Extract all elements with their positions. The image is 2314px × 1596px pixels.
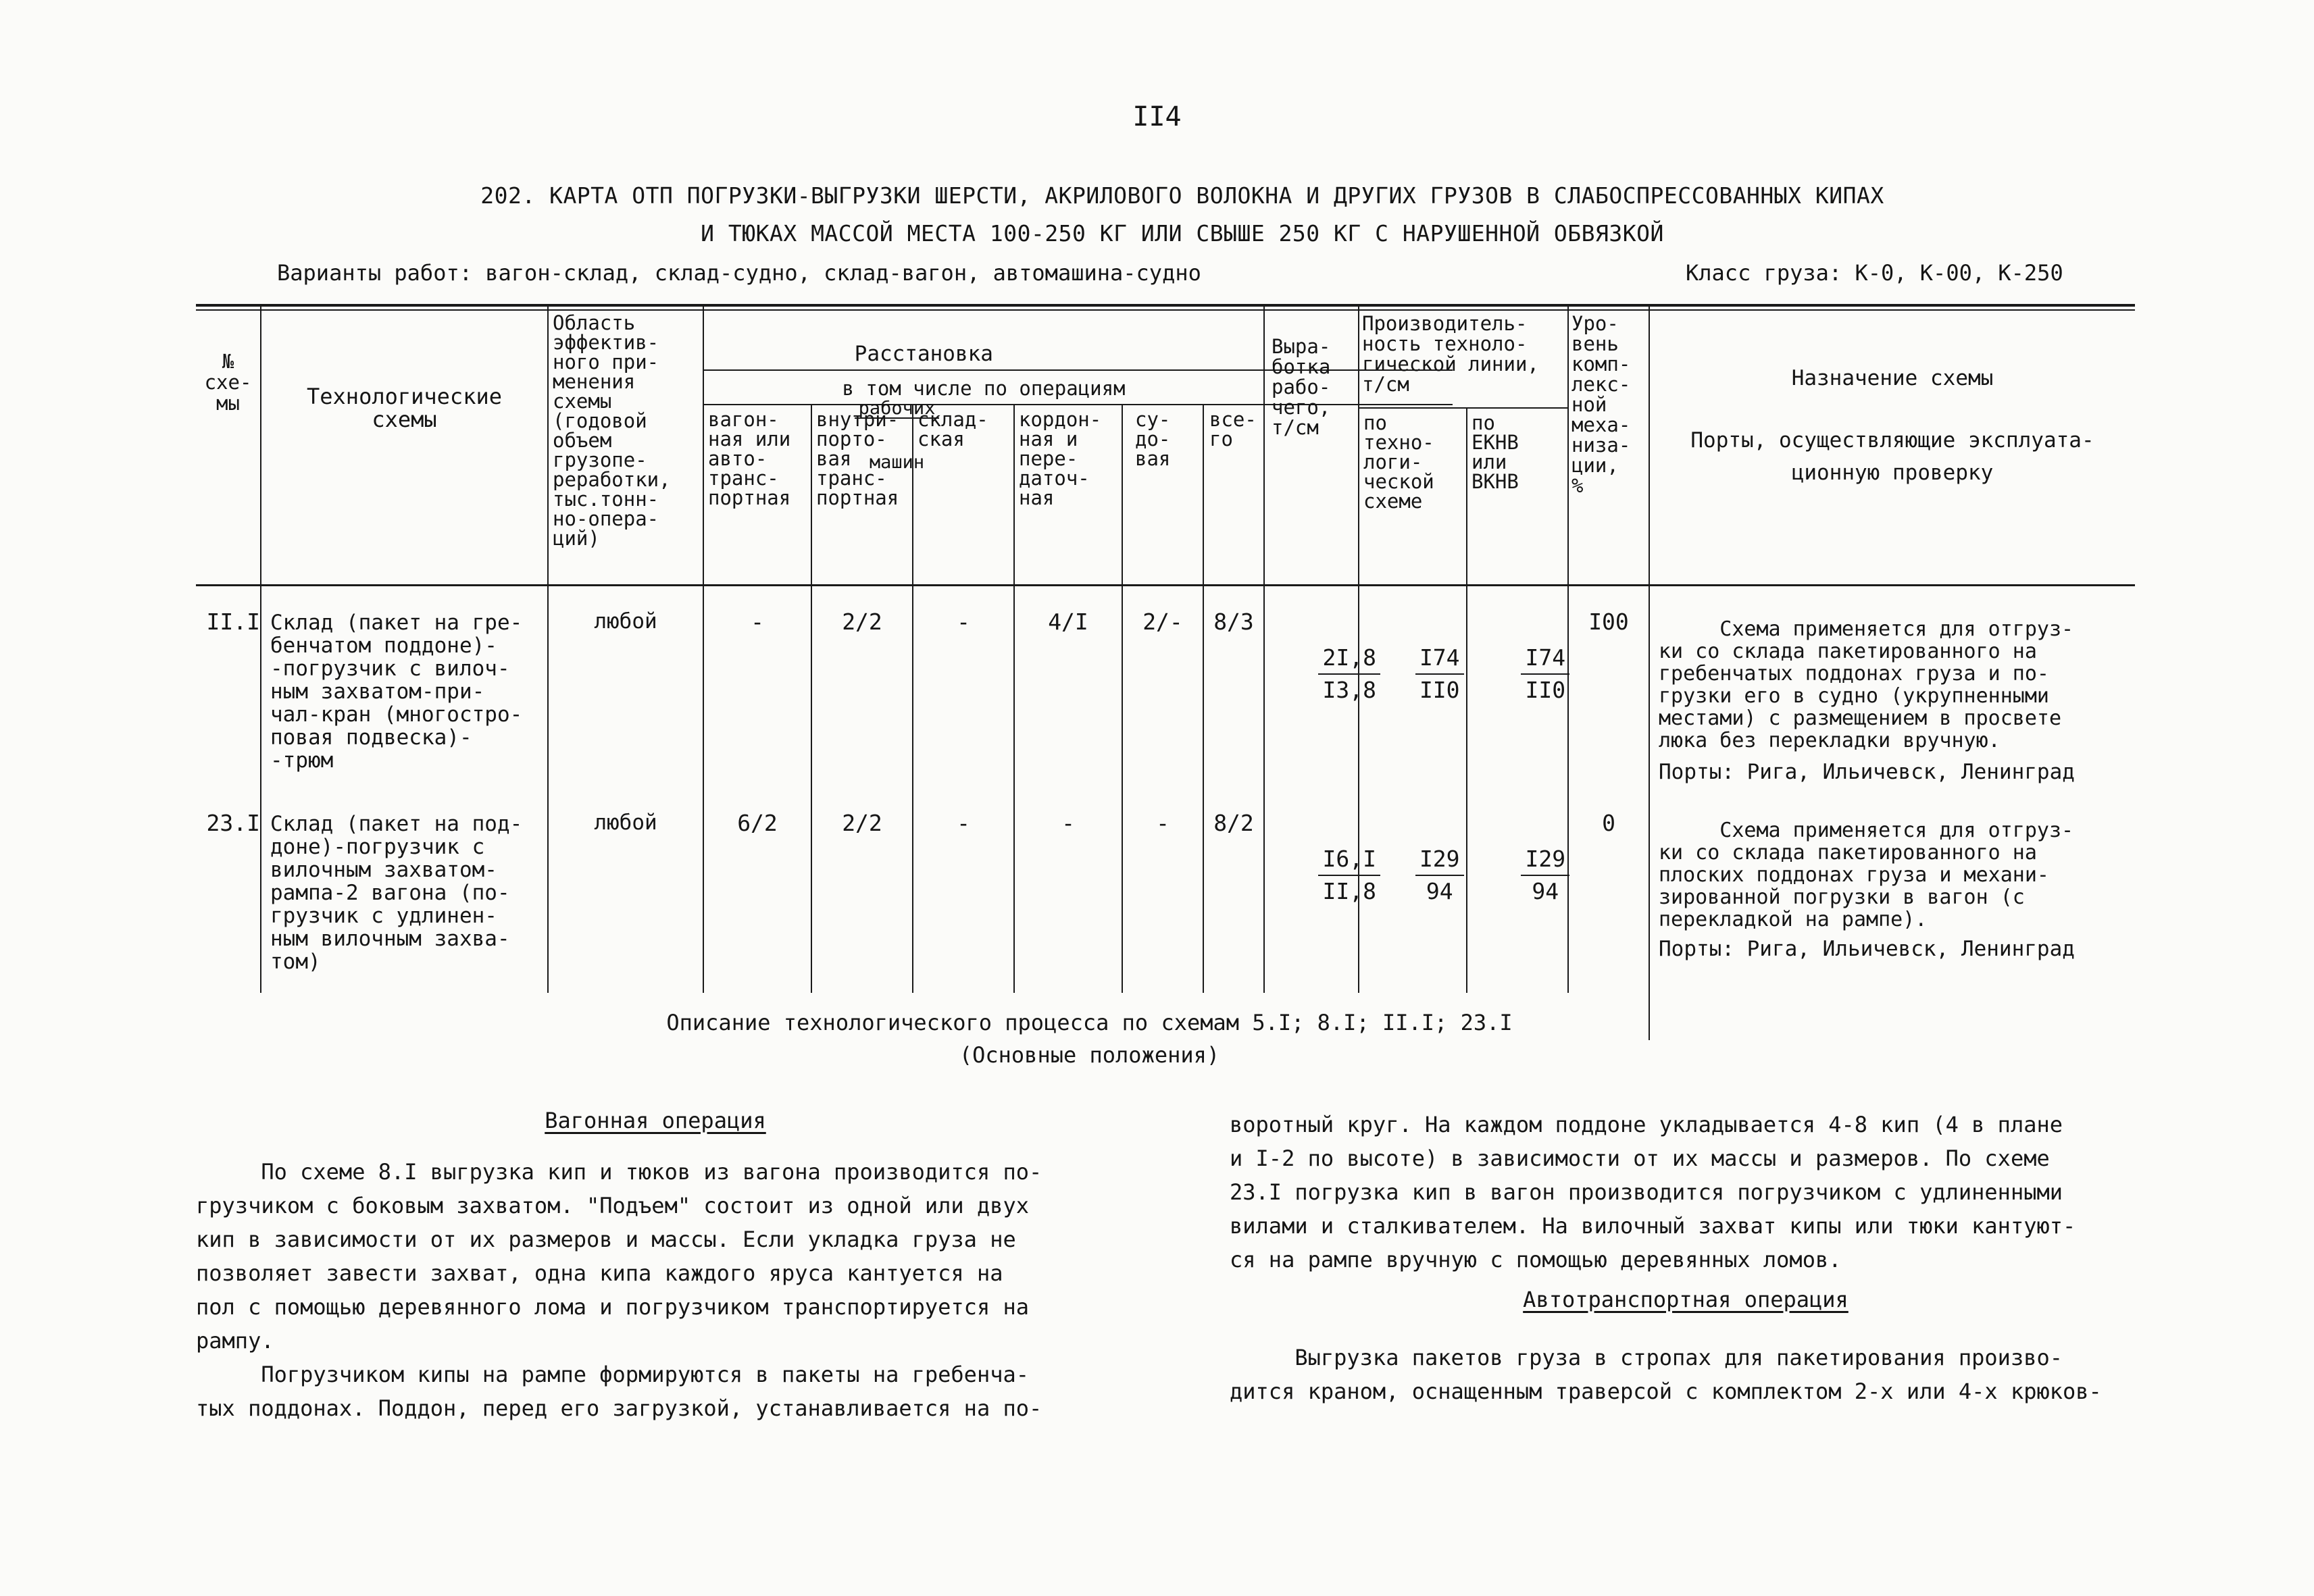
header-prod-by-scheme: по техно- логи- ческой схеме xyxy=(1363,411,1434,513)
page-title xyxy=(338,177,2027,253)
header-mechanization: Уро- вень комп- лекс- ной меха- низа- ции, % xyxy=(1571,312,1631,497)
header-prod-by-ekniv: по ЕКНВ или ВКНВ xyxy=(1472,411,1519,493)
header-area: Область эффектив- ного при- менения схемы (годовой объем грузопе- реработки, тыс.тонн- но-опера- ций) xyxy=(553,311,671,550)
header-machines: машин xyxy=(869,452,925,473)
row-1-op-total: 8/3 xyxy=(1213,609,1254,635)
row-1-op-cordon: 4/I xyxy=(1048,609,1088,635)
row-1-prod-scheme-top: I74 xyxy=(1415,642,1464,675)
header-op-total: все- го xyxy=(1209,408,1257,451)
row-1-prod-ekniv-bottom: II0 xyxy=(1525,677,1566,703)
header-scheme-no: № схе- мы xyxy=(204,350,252,415)
col-line xyxy=(703,304,704,993)
title-line-2: И ТЮКАХ МАССОЙ МЕСТА 100-250 КГ ИЛИ СВЫШЕ 250 КГ С НАРУШЕННОЙ ОБВЯЗКОЙ xyxy=(701,220,1664,247)
row-2-mechanization: 0 xyxy=(1602,810,1615,836)
table-top-border xyxy=(196,304,2135,307)
row-1-purpose: Схема применяется для отгруз- ки со склада пакетированного на гребенчатых поддонах груза и по- грузки его в судно (укрупненными местами) с размещением в просвете люка без перекладки вручную. xyxy=(1659,617,2074,752)
row-2-output-top: I6,I xyxy=(1318,844,1380,876)
scheme-table xyxy=(196,304,2135,1040)
auto-operation-heading: Автотранспортная операция xyxy=(1523,1287,1848,1312)
row-2-prod-ekniv xyxy=(1467,813,1567,938)
row-2-op-intraport: 2/2 xyxy=(842,810,882,836)
header-bottom-border xyxy=(196,584,2135,586)
header-productivity: Производитель- ность техноло- гической линии, т/см xyxy=(1362,312,1539,396)
row-1-output-bottom: I3,8 xyxy=(1322,677,1376,703)
header-workers: рабочих xyxy=(855,400,940,419)
header-tech-schemes: Технологические схемы xyxy=(307,384,502,432)
header-op-intraport: внутри- порто- вая транс- портная xyxy=(816,408,899,509)
row-1-prod-ekniv-top: I74 xyxy=(1521,642,1569,675)
row-1-scheme-no: II.I xyxy=(206,609,260,635)
row-2-output-bottom: II,8 xyxy=(1322,878,1376,904)
table-top-border-inner xyxy=(196,309,2135,311)
row-1-op-warehouse: - xyxy=(957,609,970,635)
row-1-prod-scheme xyxy=(1359,611,1466,737)
col-line xyxy=(1013,404,1015,993)
title-line-1: 202. КАРТА ОТП ПОГРУЗКИ-ВЫГРУЗКИ ШЕРСТИ, АКРИЛОВОГО ВОЛОКНА И ДРУГИХ ГРУЗОВ В СЛАБОСПРЕССОВАННЫХ КИПАХ xyxy=(480,182,1884,209)
header-op-warehouse: склад- ская xyxy=(917,408,988,451)
row-2-op-total: 8/2 xyxy=(1213,810,1254,836)
productivity-divider xyxy=(1358,407,1567,409)
row-1-output-top: 2I,8 xyxy=(1318,642,1380,675)
row-1-prod-scheme-bottom: II0 xyxy=(1419,677,1460,703)
header-op-cordon: кордон- ная и пере- даточ- ная xyxy=(1019,408,1102,509)
row-1-op-ship: 2/- xyxy=(1142,609,1183,635)
right-column-text: воротный круг. На каждом поддоне укладывается 4-8 кип (4 в плане и I-2 по высоте) в зависимости от их массы и размеров. По схеме 23.I погрузка кип в вагон производится погрузчиком с удлиненными вилами и сталкивателем. На вилочный захват кипы или тюки кантуют- ся на рампе вручную с помощью деревянных ломов. xyxy=(1230,1112,2076,1272)
row-2-prod-scheme-bottom: 94 xyxy=(1426,878,1453,904)
header-by-operation: в том числе по операциям xyxy=(842,377,1126,400)
row-2-output xyxy=(1265,813,1376,938)
description-line-1: Описание технологического процесса по схемам 5.I; 8.I; II.I; 23.I xyxy=(666,1010,1513,1035)
header-placement-label: Расстановка xyxy=(854,342,993,366)
row-1-ports: Порты: Рига, Ильичевск, Ленинград xyxy=(1659,760,2075,784)
row-1-prod-ekniv xyxy=(1467,611,1567,737)
row-2-prod-scheme-top: I29 xyxy=(1415,844,1464,876)
row-1-op-wagon: - xyxy=(751,609,764,635)
wagon-operation-text: По схеме 8.I выгрузка кип и тюков из вагона производится по- грузчиком с боковым захватом. "Подъем" состоит из одной или двух кип в зависимости от их размеров и массы. Если укладка груза не позволяет завести захват, одна кипа каждого яруса кантуется на пол с помощью деревянного лома и погрузчиком транспортируется на рампу. Погрузчиком кипы на рампе формируются в пакеты на гребенча- тых поддонах. Поддон, перед его загрузкой, устанавливается на по- xyxy=(196,1159,1042,1421)
row-2-op-warehouse: - xyxy=(957,810,970,836)
row-2-purpose: Схема применяется для отгруз- ки со склада пакетированного на плоских поддонах груза и механи- зированной погрузки в вагон (с перекладкой на рампе). xyxy=(1659,819,2074,931)
col-line xyxy=(1203,404,1204,993)
header-purpose: Назначение схемы xyxy=(1791,366,1994,390)
work-variants: Варианты работ: вагон-склад, склад-судно, склад-вагон, автомашина-судно xyxy=(277,260,1201,286)
row-2-prod-ekniv-top: I29 xyxy=(1521,844,1569,876)
header-output: Выра- ботка рабо- чего, т/см xyxy=(1272,335,1331,439)
row-2-op-ship: - xyxy=(1156,810,1169,836)
row-2-prod-ekniv-bottom: 94 xyxy=(1532,878,1559,904)
row-1-area: любой xyxy=(594,609,657,634)
row-1-mechanization: I00 xyxy=(1588,609,1629,635)
row-1-op-intraport: 2/2 xyxy=(842,609,882,635)
row-2-op-cordon: - xyxy=(1061,810,1075,836)
auto-operation-text: Выгрузка пакетов груза в стропах для пакетирования произво- дится краном, оснащенным траверсой с комплектом 2-х или 4-х крюков- xyxy=(1230,1345,2102,1404)
row-1-output xyxy=(1265,611,1376,737)
row-2-prod-scheme xyxy=(1359,813,1466,938)
row-2-scheme-no: 23.I xyxy=(206,810,260,836)
wagon-operation-heading: Вагонная операция xyxy=(545,1108,766,1133)
page-number: II4 xyxy=(1132,101,1182,132)
row-2-ports: Порты: Рига, Ильичевск, Ленинград xyxy=(1659,937,2075,961)
row-2-op-wagon: 6/2 xyxy=(737,810,778,836)
header-op-wagon: вагон- ная или авто- транс- портная xyxy=(708,408,791,509)
header-ports-check: Порты, осуществляющие эксплуата- ционную проверку xyxy=(1690,428,2094,485)
row-2-area: любой xyxy=(594,810,657,835)
col-line xyxy=(547,304,549,993)
col-line xyxy=(1649,304,1650,1040)
col-line xyxy=(1122,404,1123,993)
header-op-ship: су- до- вая xyxy=(1135,408,1171,470)
row-1-tech-text: Склад (пакет на гре- бенчатом поддоне)- -погрузчик с вилоч- ным захватом-при- чал-кран (многостро- повая подвеска)- -трюм xyxy=(270,611,523,773)
row-2-tech-text: Склад (пакет на под- доне)-погрузчик с вилочным захватом- рампа-2 вагона (по- грузчик с удлинен- ным вилочным захва- том) xyxy=(270,812,523,974)
cargo-class: Класс груза: К-0, К-00, К-250 xyxy=(1686,260,2063,286)
description-line-2: (Основные положения) xyxy=(959,1042,1220,1068)
description-block xyxy=(0,1006,2314,1071)
